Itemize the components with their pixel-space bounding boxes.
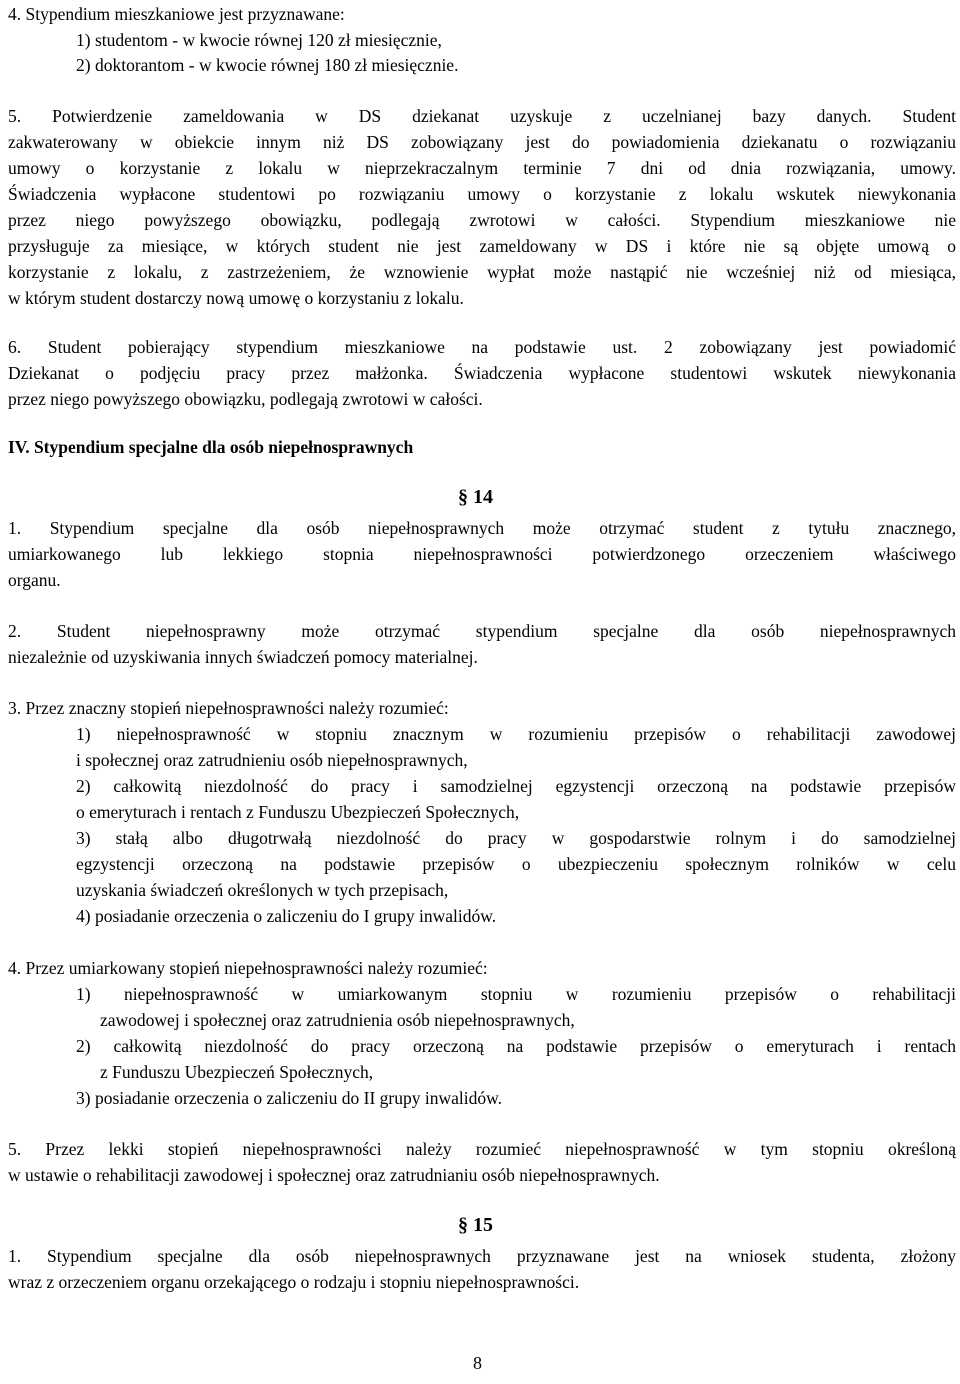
paragraph-5-line: przez niego powyższego obowiązku, podlegają zwrotowi w całości. Stypendium mieszkaniowe nie (8, 210, 956, 230)
list-item-2: 2) doktorantom - w kwocie równej 180 zł miesięcznie. (76, 55, 459, 75)
list-item-line: 3) posiadanie orzeczenia o zaliczeniu do II grupy inwalidów. (76, 1088, 502, 1108)
section-mark-14: § 14 (458, 486, 493, 508)
list-item-line: uzyskania świadczeń określonych w tych przepisach, (76, 880, 449, 900)
paragraph-5-line: zakwaterowany w obiekcie innym niż DS zobowiązany jest do powiadomienia dziekanatu o rozwiązaniu (8, 132, 956, 152)
list-item-1: 1) studentom - w kwocie równej 120 zł miesięcznie, (76, 30, 442, 50)
list-item-line: 2) całkowitą niezdolność do pracy i samodzielnej egzystencji orzeczoną na podstawie przepisów (76, 776, 956, 796)
paragraph-5-line: w którym student dostarczy nową umowę o korzystaniu z lokalu. (8, 288, 464, 308)
paragraph-14-1-line: 1. Stypendium specjalne dla osób niepełnosprawnych może otrzymać student z tytułu znacznego, (8, 518, 956, 538)
paragraph-14-1-line: organu. (8, 570, 61, 590)
paragraph-6-line: Dziekanat o podjęciu pracy przez małżonka. Świadczenia wypłacone studentowi wskutek niewykonania (8, 363, 956, 383)
paragraph-14-5-line: w ustawie o rehabilitacji zawodowej i społecznej oraz zatrudnianiu osób niepełnosprawnych. (8, 1165, 660, 1185)
paragraph-15-1-line: 1. Stypendium specjalne dla osób niepełnosprawnych przyznawane jest na wniosek studenta, złożony (8, 1246, 956, 1266)
paragraph-14-5-line: 5. Przez lekki stopień niepełnosprawności należy rozumieć niepełnosprawność w tym stopniu określoną (8, 1139, 956, 1159)
paragraph-6-line: przez niego powyższego obowiązku, podlegają zwrotowi w całości. (8, 389, 483, 409)
list-item-line: 4) posiadanie orzeczenia o zaliczeniu do I grupy inwalidów. (76, 906, 497, 926)
paragraph-6-line: 6. Student pobierający stypendium mieszkaniowe na podstawie ust. 2 zobowiązany jest powiadomić (8, 337, 956, 357)
list-item-line: 1) niepełnosprawność w stopniu znacznym w rozumieniu przepisów o rehabilitacji zawodowej (76, 724, 956, 744)
list-item-line: i społecznej oraz zatrudnieniu osób niepełnosprawnych, (76, 750, 468, 770)
paragraph-14-1-line: umiarkowanego lub lekkiego stopnia niepełnosprawności potwierdzonego orzeczeniem właściwego (8, 544, 956, 564)
list-item-line: z Funduszu Ubezpieczeń Społecznych, (100, 1062, 374, 1082)
list-item-line: egzystencji orzeczoną na podstawie przepisów o ubezpieczeniu społecznym rolników w celu (76, 854, 956, 874)
paragraph-5-line: przysługuje za miesiące, w których student nie jest zameldowany w DS i które nie są objęte umową o (8, 236, 956, 256)
list-item-line: 2) całkowitą niezdolność do pracy orzeczoną na podstawie przepisów o emeryturach i rentach (76, 1036, 956, 1056)
paragraph-4-heading: 4. Stypendium mieszkaniowe jest przyznawane: (8, 4, 345, 24)
paragraph-5-line: Świadczenia wypłacone studentowi po rozwiązaniu umowy o korzystanie z lokalu wskutek niewykonania (8, 184, 956, 204)
paragraph-14-2-line: 2. Student niepełnosprawny może otrzymać stypendium specjalne dla osób niepełnosprawnych (8, 621, 956, 641)
paragraph-14-2-line: niezależnie od uzyskiwania innych świadczeń pomocy materialnej. (8, 647, 478, 667)
list-item-line: o emeryturach i rentach z Funduszu Ubezpieczeń Społecznych, (76, 802, 520, 822)
list-item-line: zawodowej i społecznej oraz zatrudnienia osób niepełnosprawnych, (100, 1010, 575, 1030)
paragraph-5-line: korzystanie z lokalu, z zastrzeżeniem, że wznowienie wypłat może nastąpić nie wcześniej niż od miesiąca, (8, 262, 956, 282)
list-item-line: 3) stałą albo długotrwałą niezdolność do pracy w gospodarstwie rolnym i do samodzielnej (76, 828, 956, 848)
paragraph-15-1-line: wraz z orzeczeniem organu orzekającego o rodzaju i stopniu niepełnosprawności. (8, 1272, 580, 1292)
page-number: 8 (473, 1353, 482, 1373)
section-heading-iv: IV. Stypendium specjalne dla osób niepełnosprawnych (8, 437, 414, 457)
paragraph-5-line: umowy o korzystanie z lokalu w nieprzekraczalnym terminie 7 dni od dnia rozwiązania, umowy. (8, 158, 956, 178)
list-item-line: 1) niepełnosprawność w umiarkowanym stopniu w rozumieniu przepisów o rehabilitacji (76, 984, 956, 1004)
paragraph-14-3-heading: 3. Przez znaczny stopień niepełnosprawności należy rozumieć: (8, 698, 449, 718)
section-mark-15: § 15 (458, 1214, 493, 1236)
paragraph-5-line: 5. Potwierdzenie zameldowania w DS dziekanat uzyskuje z uczelnianej bazy danych. Student (8, 106, 956, 126)
paragraph-14-4-heading: 4. Przez umiarkowany stopień niepełnosprawności należy rozumieć: (8, 958, 488, 978)
